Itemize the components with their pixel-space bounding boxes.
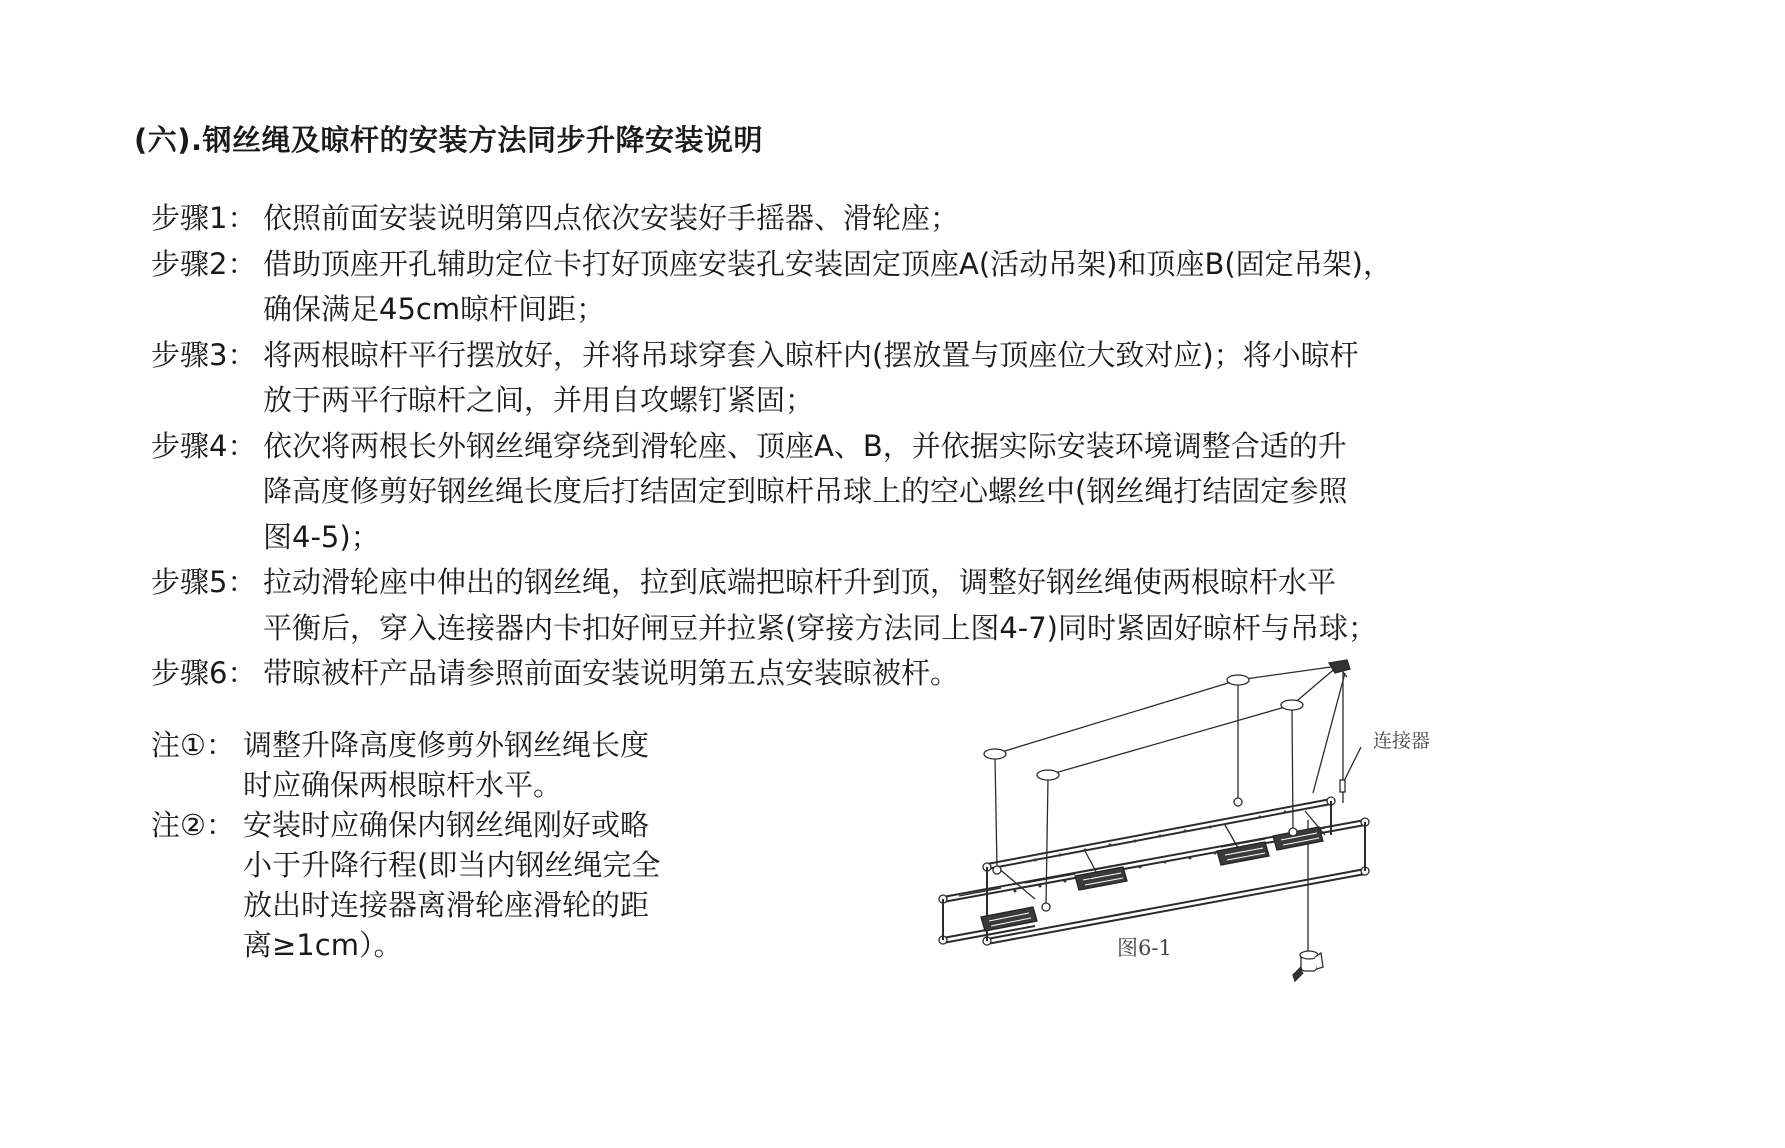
top-seat-a xyxy=(984,749,1006,759)
steps-list xyxy=(151,196,1491,697)
step-line: 拉动滑轮座中伸出的钢丝绳，拉到底端把晾杆升到顶，调整好钢丝绳使两根晾杆水平 xyxy=(263,565,1337,599)
step-label: 步骤1： xyxy=(151,201,257,235)
note-label: 注①： xyxy=(151,728,235,762)
step-line: 确保满足45cm晾杆间距； xyxy=(263,292,606,326)
back-bar xyxy=(987,799,1331,864)
connector-clip xyxy=(1340,780,1345,792)
step-text xyxy=(263,560,1491,651)
step-line: 借助顶座开孔辅助定位卡打好顶座安装孔安装固定顶座A(活动吊架)和顶座B(固定吊架)， xyxy=(263,246,1392,281)
figure-caption: 图6-1 xyxy=(1117,936,1172,960)
drop-cable xyxy=(1313,673,1345,793)
step-line: 平衡后，穿入连接器内卡扣好闸豆并拉紧(穿接方法同上图4-7)同时紧固好晾杆与吊球； xyxy=(263,610,1377,645)
note-line: 离≥1cm）。 xyxy=(243,928,403,962)
step-5 xyxy=(151,560,1491,651)
step-text xyxy=(263,242,1491,333)
ceiling-cable xyxy=(995,680,1238,754)
note-line: 安装时应确保内钢丝绳刚好或略 xyxy=(243,808,650,842)
step-line: 放于两平行晾杆之间，并用自攻螺钉紧固； xyxy=(263,383,815,417)
note-text xyxy=(243,725,731,805)
step-line: 图4-5)； xyxy=(263,519,380,554)
step-label: 步骤2： xyxy=(151,246,257,281)
section-title: (六).钢丝绳及晾杆的安装方法同步升降安装说明 xyxy=(134,123,764,157)
step-line: 将两根晾杆平行摆放好，并将吊球穿套入晾杆内(摆放置与顶座位大致对应)；将小晾杆 xyxy=(263,337,1359,372)
hanging-ball xyxy=(1234,798,1242,806)
note-1 xyxy=(151,725,731,805)
note-line: 放出时连接器离滑轮座滑轮的距 xyxy=(243,888,650,922)
note-line: 时应确保两根晾杆水平。 xyxy=(243,768,563,802)
note-2 xyxy=(151,805,731,965)
step-label: 步骤4： xyxy=(151,428,257,463)
note-line: 小于升降行程(即当内钢丝绳完全 xyxy=(243,848,661,882)
step-label: 步骤6： xyxy=(151,656,257,690)
step-text xyxy=(263,196,1491,242)
top-seat-a xyxy=(1037,770,1059,780)
step-line: 带晾被杆产品请参照前面安装说明第五点安装晾被杆。 xyxy=(263,656,960,690)
connector-leader xyxy=(1343,747,1361,783)
drop-cable xyxy=(995,757,997,868)
step-2 xyxy=(151,242,1491,333)
step-text xyxy=(263,333,1491,424)
connector-label: 连接器 xyxy=(1373,730,1431,752)
step-text xyxy=(263,424,1491,561)
note-line: 调整升降高度修剪外钢丝绳长度 xyxy=(243,728,650,762)
step-line: 依次将两根长外钢丝绳穿绕到滑轮座、顶座A、B，并依据实际安装环境调整合适的升 xyxy=(263,428,1347,463)
note-label: 注②： xyxy=(151,808,235,842)
step-3 xyxy=(151,333,1491,424)
note-text xyxy=(243,805,731,965)
step-1 xyxy=(151,196,1491,242)
ceiling-cable xyxy=(1048,705,1292,775)
notes-list xyxy=(151,725,731,965)
top-seat-b xyxy=(1227,675,1249,685)
hanging-ball xyxy=(993,866,1001,874)
drop-cable xyxy=(1046,778,1048,905)
hand-crank xyxy=(1293,951,1323,981)
step-label: 步骤3： xyxy=(151,337,257,372)
step-line: 降高度修剪好钢丝绳长度后打结固定到晾杆吊球上的空心螺丝中(钢丝绳打结固定参照 xyxy=(263,474,1348,508)
drying-rack-illustration xyxy=(925,655,1475,1035)
step-4 xyxy=(151,424,1491,561)
drying-rack-figure xyxy=(925,655,1475,1035)
hanging-ball xyxy=(1042,903,1050,911)
step-line: 依照前面安装说明第四点依次安装好手摇器、滑轮座； xyxy=(263,201,960,235)
hanging-ball xyxy=(1289,828,1297,836)
top-seat-b xyxy=(1281,700,1303,710)
step-label: 步骤5： xyxy=(151,565,257,599)
